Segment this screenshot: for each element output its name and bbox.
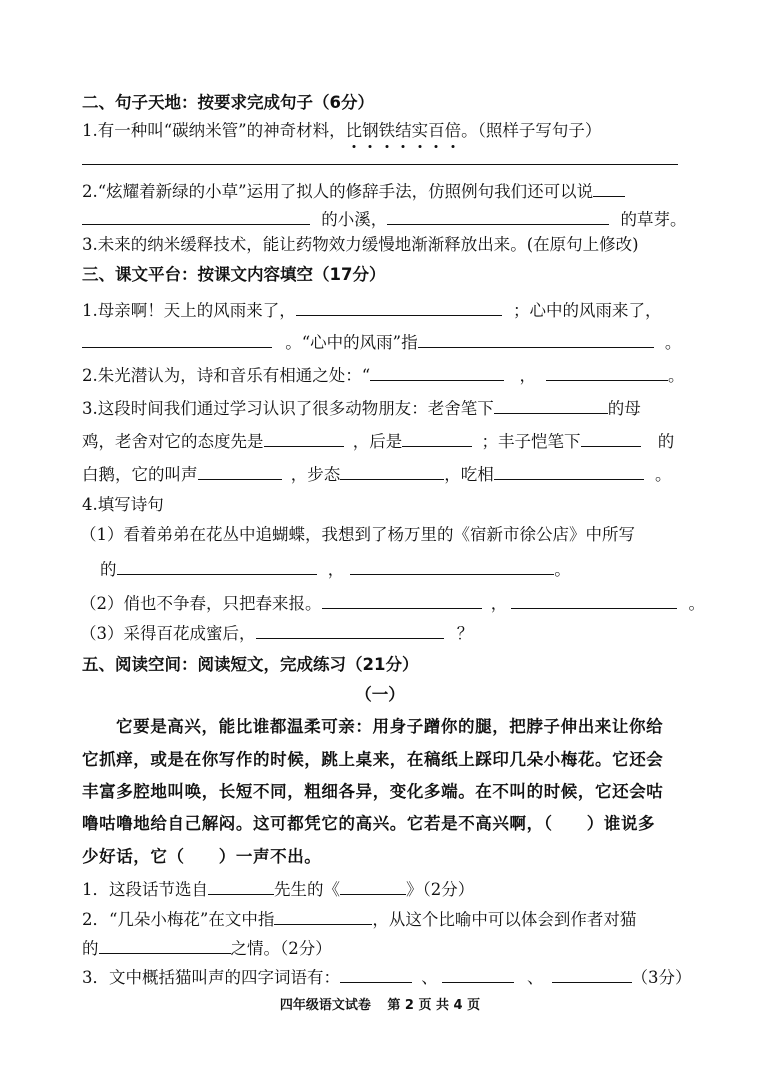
passage-line-3: 丰富多腔地叫唤，长短不同，粗细各异，变化多端。在不叫的时候，它还会咕 — [82, 782, 664, 801]
q2-text: 2.“炫耀着新绿的小草”运用了拟人的修辞手法，仿照例句我们还可以说 — [82, 182, 594, 201]
passage-line-2: 它抓痒，或是在你写作的时候，跳上桌来，在稿纸上踩印几朵小梅花。它还会 — [82, 750, 664, 769]
section-3-q3-line1 — [82, 395, 641, 420]
q1-text-b1: 。“心中的风雨”指 — [285, 333, 418, 352]
s5-q1-blank-1[interactable] — [208, 876, 274, 895]
s3-q3-blank-6[interactable] — [340, 461, 444, 480]
passage-line-4: 噜咕噜地给自己解闷。这可都凭它的高兴。它若是不高兴啊，（ ）谁说多 — [82, 814, 656, 833]
s5-q2-text: 2．“几朵小梅花”在文中指 — [82, 910, 275, 929]
s5-q2-text-b: ，从这个比喻中可以体会到作者对猫 — [372, 910, 637, 929]
s3-q1-blank-3[interactable] — [418, 329, 654, 348]
s3-q1-blank-1[interactable] — [296, 297, 502, 316]
section-3-heading: 三、课文平台：按课文内容填空（17分） — [82, 265, 386, 284]
q2-blank-1[interactable] — [82, 206, 310, 225]
section-2-q1 — [82, 120, 601, 142]
section-5-heading: 五、阅读空间：阅读短文，完成练习（21分） — [82, 655, 419, 674]
q4-1-end: 。 — [554, 560, 571, 579]
q4-1-text: 的 — [100, 560, 117, 579]
q4-2-text: （2）俏也不争春，只把春来报。 — [80, 594, 322, 613]
section-3-q1-line1 — [82, 297, 662, 322]
q3-text-c4: 。 — [655, 465, 672, 484]
s5-q1-text: 1．这段话节选自 — [82, 880, 208, 899]
dotted-char: 结 — [395, 121, 412, 140]
section-3-q4-1-line1: （1）看着弟弟在花丛中追蝴蝶，我想到了杨万里的《宿新市徐公店》中所写 — [80, 525, 635, 544]
q2-blank-2[interactable] — [387, 206, 609, 225]
dotted-char: 铁 — [378, 121, 396, 140]
section-5-q2-line2 — [82, 935, 332, 960]
q4-3-text: （3）采得百花成蜜后， — [80, 624, 256, 643]
s5-q2-text-d: 之情。（2分） — [230, 939, 332, 958]
q1-text: 1.母亲啊！天上的风雨来了， — [82, 301, 296, 320]
section-5-q3 — [82, 964, 692, 989]
q3-text-b3: ；丰子恺笔下 — [481, 432, 581, 451]
section-3-q1-line2 — [82, 329, 681, 354]
q2-sep: ， — [519, 366, 536, 385]
section-5-q1 — [82, 876, 474, 901]
q1-text-2: ；心中的风雨来了， — [513, 301, 662, 320]
q3-text-b4: 的 — [657, 432, 675, 451]
s3-q3-blank-1[interactable] — [494, 395, 608, 414]
s3-q2-blank-1[interactable] — [370, 362, 504, 381]
passage-line-5: 少好话，它（ ）一声不出。 — [82, 847, 322, 866]
section-3-q4-2 — [80, 590, 705, 615]
q4-2-end: 。 — [688, 594, 705, 613]
q2-text-b2: 的草芽。 — [620, 210, 687, 229]
q1-text-b2: 。 — [664, 333, 682, 352]
part-one-title: （一） — [355, 685, 405, 704]
section-5-q2-line1 — [82, 906, 636, 931]
dotted-char: 百 — [428, 121, 445, 140]
section-2-q2-line1 — [82, 178, 625, 203]
dotted-char: 实 — [411, 121, 429, 140]
q3-text-c3: ，吃相 — [444, 465, 494, 484]
section-2-q3: 3.未来的纳米缓释技术，能让药物效力缓慢地渐渐释放出来。(在原句上修改) — [82, 235, 639, 254]
s3-q4-1-blank-2[interactable] — [350, 556, 554, 575]
q1-dotted-words — [346, 121, 462, 140]
section-2-heading: 二、句子天地：按要求完成句子（6分） — [82, 93, 374, 112]
q2-text: 2.朱光潜认为，诗和音乐有相通之处：“ — [82, 366, 371, 385]
s5-q3-end: （3分） — [631, 968, 692, 987]
s5-q1-text-b: 先生的《 — [274, 880, 340, 899]
q2-blank-0[interactable] — [593, 178, 625, 197]
section-3-q4-1-line2 — [100, 556, 571, 581]
q1-text-after: 。（照样子写句子） — [461, 121, 602, 140]
s3-q3-blank-5[interactable] — [198, 461, 282, 480]
q3-text-2: 的母 — [607, 399, 641, 418]
s5-q1-blank-2[interactable] — [340, 876, 406, 895]
s3-q3-blank-7[interactable] — [494, 461, 644, 480]
q3-text-b2: ，后是 — [352, 432, 403, 451]
s5-q3-sep-1: 、 — [421, 968, 438, 987]
q1-text-before: 1.有一种叫“碳纳米管”的神奇材料， — [82, 121, 346, 140]
s5-q1-text-c: 》（2分） — [406, 880, 475, 899]
s5-q2-blank-2[interactable] — [99, 935, 231, 954]
section-3-q2 — [82, 362, 684, 387]
section-3-q4-3 — [80, 620, 473, 645]
s5-q3-blank-2[interactable] — [442, 964, 514, 983]
s3-q4-2-blank-2[interactable] — [511, 590, 677, 609]
footer-title: 四年级语文试卷 — [279, 998, 371, 1013]
s3-q3-blank-3[interactable] — [402, 428, 472, 447]
s5-q2-text-c: 的 — [82, 939, 99, 958]
s3-q3-blank-4[interactable] — [581, 428, 641, 447]
dotted-char: 倍 — [444, 121, 462, 140]
dotted-char: 比 — [345, 121, 363, 140]
passage-line-1: 它要是高兴，能比谁都温柔可亲：用身子蹭你的腿，把脖子伸出来让你给 — [116, 717, 664, 736]
q4-3-end: ？ — [456, 624, 474, 643]
q4-2-sep: ， — [490, 594, 508, 613]
s3-q4-3-blank[interactable] — [256, 620, 444, 639]
page-footer — [0, 994, 760, 1013]
s3-q1-blank-2[interactable] — [82, 329, 272, 348]
s5-q3-sep-2: 、 — [527, 968, 544, 987]
section-3-q3-line2 — [82, 428, 674, 453]
q4-1-sep: ， — [327, 560, 345, 579]
section-3-q4-heading: 4.填写诗句 — [82, 495, 164, 514]
footer-page-number: 第 2 页 共 4 页 — [387, 998, 481, 1013]
q2-text-b1: 的小溪， — [321, 210, 388, 229]
s5-q2-blank-1[interactable] — [274, 906, 372, 925]
q1-answer-line[interactable] — [82, 164, 678, 165]
q2-end: 。 — [667, 366, 685, 385]
q3-text-c1: 白鹅，它的叫声 — [82, 465, 198, 484]
s5-q3-blank-1[interactable] — [340, 964, 412, 983]
s5-q3-text: 3．文中概括猫叫声的四字词语有： — [82, 968, 340, 987]
section-3-q3-line3 — [82, 461, 672, 486]
q3-text-c2: ，步态 — [290, 465, 341, 484]
s5-q3-blank-3[interactable] — [552, 964, 632, 983]
q3-text: 3.这段时间我们通过学习认识了很多动物朋友：老舍笔下 — [82, 399, 494, 418]
s3-q3-blank-2[interactable] — [264, 428, 344, 447]
s3-q4-1-blank-1[interactable] — [117, 556, 317, 575]
s3-q2-blank-2[interactable] — [546, 362, 668, 381]
dotted-char: 钢 — [362, 121, 379, 140]
q3-text-b1: 鸡，老舍对它的态度先是 — [82, 432, 264, 451]
section-2-q2-line2 — [82, 206, 687, 231]
s3-q4-2-blank-1[interactable] — [322, 590, 482, 609]
